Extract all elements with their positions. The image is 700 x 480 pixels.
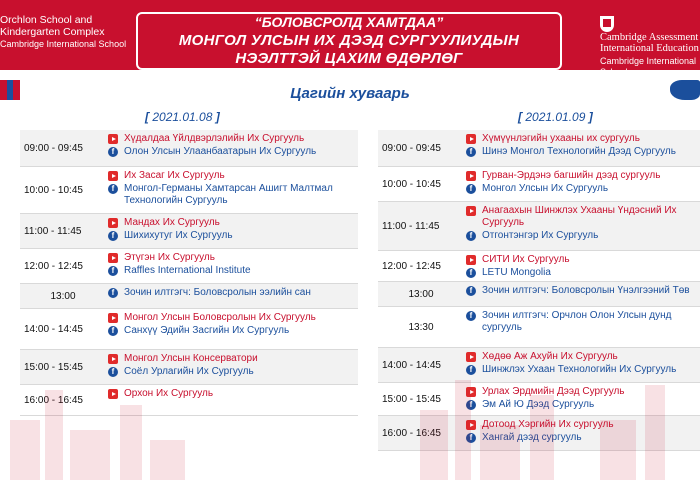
youtube-icon: [466, 387, 476, 397]
school-name-line3: Cambridge International School: [0, 39, 127, 49]
youtube-icon: [466, 171, 476, 181]
header-banner: [0, 0, 700, 77]
institution-name: СИТИ Их Сургууль: [482, 254, 570, 265]
facebook-icon: f: [466, 311, 476, 321]
institution-name: Хөдөө Аж Ахуйн Их Сургууль: [482, 351, 618, 362]
schedule-row: [378, 130, 700, 167]
institution-entry[interactable]: [466, 133, 696, 145]
youtube-icon: [108, 313, 118, 323]
institution-name: Монгол Улсын Боловсролын Их Сургууль: [124, 312, 316, 323]
institution-entry[interactable]: [108, 265, 354, 277]
event-title-line1: “БОЛОВСРОЛД ХАМТДАА”: [247, 16, 451, 29]
institution-entry[interactable]: [466, 351, 696, 363]
institution-entry[interactable]: [466, 254, 696, 266]
time-slot: 13:00: [408, 288, 434, 300]
schedule-row: [378, 307, 700, 348]
facebook-icon: f: [466, 184, 476, 194]
institution-entry[interactable]: [108, 287, 354, 299]
time-slot: 16:00 - 16:45: [24, 394, 83, 406]
schedule-title: Цагийн хуваарь: [290, 85, 410, 102]
institution-name: Зочин илтгэгч: Орчлон Олон Улсын дунд сургууль: [482, 310, 672, 333]
event-title-line2: МОНГОЛ УЛСЫН ИХ ДЭЭД СУРГУУЛИУДЫН: [178, 32, 520, 49]
institution-entry[interactable]: [466, 399, 696, 411]
schedule-row: [20, 385, 358, 416]
facebook-icon: f: [108, 288, 118, 298]
institution-entry[interactable]: [108, 353, 354, 365]
facebook-icon: f: [466, 365, 476, 375]
time-slot: 15:00 - 15:45: [382, 393, 441, 405]
time-slot: 13:30: [408, 321, 434, 333]
time-slot: 10:00 - 10:45: [382, 178, 441, 190]
schedule-row: [378, 282, 700, 307]
facebook-icon: f: [108, 231, 118, 241]
facebook-icon: f: [466, 400, 476, 410]
facebook-icon: f: [108, 326, 118, 336]
institution-entry[interactable]: [466, 432, 696, 444]
institution-entry[interactable]: [108, 325, 354, 337]
cambridge-shield-icon: [600, 16, 614, 32]
youtube-icon: [466, 352, 476, 362]
youtube-icon: [108, 354, 118, 364]
facebook-icon: f: [466, 231, 476, 241]
institution-entry[interactable]: [108, 252, 354, 264]
institution-entry[interactable]: [466, 267, 696, 279]
institution-name: Орхон Их Сургууль: [124, 388, 214, 399]
institution-name: Шинэ Монгол Технологийн Дээд Сургууль: [482, 146, 676, 157]
institution-entry[interactable]: [466, 419, 696, 431]
institution-entry[interactable]: [466, 386, 696, 398]
institution-name: Монгол Улсын Их Сургууль: [482, 183, 609, 194]
institution-entry[interactable]: [108, 217, 354, 229]
institution-name: Шинжлэх Ухаан Технологийн Их Сургууль: [482, 364, 677, 375]
youtube-icon: [108, 218, 118, 228]
schedule-row: [20, 214, 358, 249]
youtube-icon: [466, 206, 476, 216]
facebook-icon: f: [108, 266, 118, 276]
cambridge-logo: [600, 16, 700, 78]
facebook-icon: f: [108, 184, 118, 194]
institution-name: Их Засаг Их Сургууль: [124, 170, 225, 181]
institution-name: Соёл Урлагийн Их Сургууль: [124, 366, 254, 377]
schedule-row: [378, 167, 700, 202]
facebook-icon: f: [108, 367, 118, 377]
school-name-line2: Kindergarten Complex: [0, 26, 105, 38]
facebook-icon: f: [466, 147, 476, 157]
institution-entry[interactable]: [108, 312, 354, 324]
time-slot: 09:00 - 09:45: [24, 142, 83, 154]
schedule-row: [20, 130, 358, 167]
institution-name: Санхүү Эдийн Засгийн Их Сургууль: [124, 325, 290, 336]
school-name-line1: Orchlon School and: [0, 14, 93, 26]
facebook-icon: f: [466, 286, 476, 296]
schedule-row: [20, 167, 358, 214]
institution-name: Хүдалдаа Үйлдвэрлэлийн Их Сургууль: [124, 133, 305, 144]
time-slot: 15:00 - 15:45: [24, 361, 83, 373]
schedule-row: [20, 350, 358, 385]
institution-entry[interactable]: [108, 133, 354, 145]
youtube-icon: [108, 389, 118, 399]
institution-entry[interactable]: [108, 183, 354, 207]
institution-entry[interactable]: [108, 388, 354, 400]
institution-entry[interactable]: [466, 170, 696, 182]
institution-name: Гурван-Эрдэнэ багшийн дээд сургууль: [482, 170, 661, 181]
day2-date: [ 2021.01.09 ]: [518, 110, 593, 124]
institution-name: Raffles International Institute: [124, 265, 251, 276]
youtube-icon: [466, 420, 476, 430]
schedule-row: [20, 249, 358, 284]
event-title-line3: НЭЭЛТТЭЙ ЦАХИМ ӨДӨРЛӨГ: [235, 50, 463, 67]
institution-name: Этүгэн Их Сургууль: [124, 252, 215, 263]
institution-name: Мандах Их Сургууль: [124, 217, 220, 228]
institution-name: Монгол-Германы Хамтарсан Ашигт Малтмал Технологийн Сургууль: [124, 183, 333, 206]
institution-entry[interactable]: [466, 146, 696, 158]
institution-name: Олон Улсын Улаанбаатарын Их Сургууль: [124, 146, 317, 157]
institution-name: Хангай дээд сургууль: [482, 432, 582, 443]
institution-name: Дотоод Хэргийн Их сургууль: [482, 419, 614, 430]
institution-name: LETU Mongolia: [482, 267, 551, 278]
day1-schedule-column: [20, 130, 358, 416]
time-slot: 13:00: [50, 290, 76, 302]
event-title-box: [136, 12, 562, 70]
facebook-icon: f: [466, 268, 476, 278]
institution-name: Зочин илтгэгч: Боловсролын Үнэлгээний Төв: [482, 285, 690, 296]
schedule-row: [378, 383, 700, 416]
time-slot: 10:00 - 10:45: [24, 184, 83, 196]
time-slot: 16:00 - 16:45: [382, 427, 441, 439]
schedule-row: [378, 251, 700, 282]
institution-name: Зочин илтгэгч: Боловсролын ээлийн сан: [124, 287, 311, 298]
youtube-icon: [466, 255, 476, 265]
time-slot: 11:00 - 11:45: [24, 225, 82, 237]
schedule-row: [378, 202, 700, 251]
schedule-row: [378, 416, 700, 451]
schedule-row: [378, 348, 700, 383]
institution-entry[interactable]: [108, 170, 354, 182]
schedule-row: [20, 309, 358, 350]
schedule-row: [20, 284, 358, 309]
time-slot: 09:00 - 09:45: [382, 142, 441, 154]
institution-name: Урлах Эрдмийн Дээд Сургууль: [482, 386, 625, 397]
facebook-icon: f: [466, 433, 476, 443]
institution-entry[interactable]: [108, 366, 354, 378]
institution-entry[interactable]: [466, 183, 696, 195]
time-slot: 14:00 - 14:45: [382, 359, 441, 371]
institution-entry[interactable]: [466, 205, 696, 229]
institution-entry[interactable]: [108, 230, 354, 242]
institution-entry[interactable]: [108, 146, 354, 158]
cambridge-name-line2: International Education: [600, 43, 699, 54]
youtube-icon: [108, 134, 118, 144]
time-slot: 11:00 - 11:45: [382, 220, 440, 232]
day1-date: [ 2021.01.08 ]: [145, 110, 220, 124]
youtube-icon: [108, 171, 118, 181]
institution-entry[interactable]: [466, 230, 696, 242]
time-slot: 12:00 - 12:45: [24, 260, 83, 272]
youtube-icon: [466, 134, 476, 144]
cambridge-name-line1: Cambridge Assessment: [600, 32, 699, 43]
youtube-icon: [108, 253, 118, 263]
institution-name: Эм Ай Ю Дээд Сургууль: [482, 399, 595, 410]
orchlon-school-logo-text: [0, 14, 126, 50]
time-slot: 14:00 - 14:45: [24, 323, 83, 335]
time-slot: 12:00 - 12:45: [382, 260, 441, 272]
institution-entry[interactable]: [466, 310, 696, 334]
institution-name: Отгонтэнгэр Их Сургууль: [482, 230, 599, 241]
day2-schedule-column: [378, 130, 700, 451]
institution-name: Монгол Улсын Консерватори: [124, 353, 258, 364]
cambridge-school-label: Cambridge International School: [600, 56, 697, 77]
institution-name: Хүмүүнлэгийн ухааны их сургууль: [482, 133, 640, 144]
institution-entry[interactable]: [466, 364, 696, 376]
facebook-icon: f: [108, 147, 118, 157]
institution-entry[interactable]: [466, 285, 696, 297]
institution-name: Анагаахын Шинжлэх Ухааны Үндэсний Их Сургууль: [482, 205, 677, 228]
institution-name: Шихихутуг Их Сургууль: [124, 230, 233, 241]
